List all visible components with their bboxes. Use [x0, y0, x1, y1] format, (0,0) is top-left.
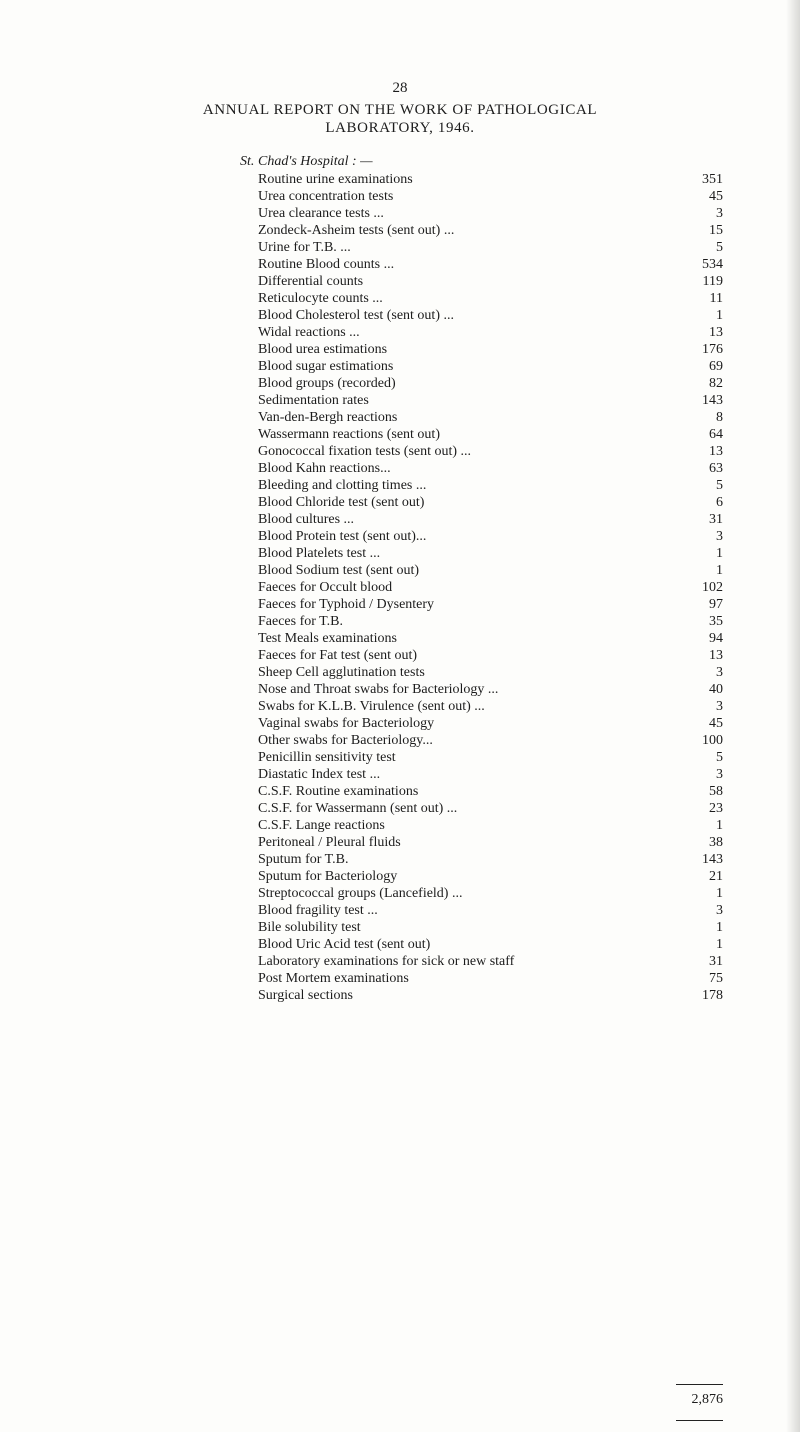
- examination-count: 45: [709, 189, 723, 204]
- examination-label: Wassermann reactions (sent out): [258, 427, 440, 442]
- examination-row: [258, 783, 723, 800]
- examination-row: [258, 613, 723, 630]
- examination-row: [258, 460, 723, 477]
- examination-label: Blood Platelets test ...: [258, 546, 381, 561]
- examination-count: 21: [709, 869, 723, 884]
- examination-row: [258, 511, 723, 528]
- examination-count: 176: [702, 342, 723, 357]
- examination-count: 38: [709, 835, 723, 850]
- examination-label: Blood Kahn reactions...: [258, 461, 391, 476]
- examination-label: C.S.F. for Wassermann (sent out) ...: [258, 801, 458, 816]
- scan-edge-shadow: [786, 0, 800, 1432]
- examination-row: [258, 936, 723, 953]
- examination-count: 1: [716, 920, 723, 935]
- examination-count: 31: [709, 512, 723, 527]
- examination-label: Urea clearance tests ...: [258, 206, 384, 221]
- examination-label: Vaginal swabs for Bacteriology: [258, 716, 435, 731]
- examination-row: [258, 392, 723, 409]
- examination-row: [258, 834, 723, 851]
- examination-count: 64: [709, 427, 723, 442]
- examination-row: [258, 188, 723, 205]
- examination-count: 3: [716, 529, 723, 544]
- examination-row: [258, 426, 723, 443]
- examination-row: [258, 171, 723, 188]
- examination-label: Blood sugar estimations: [258, 359, 394, 374]
- examination-label: Sputum for T.B.: [258, 852, 349, 867]
- examination-row: [258, 698, 723, 715]
- examination-label: Diastatic Index test ...: [258, 767, 381, 782]
- examination-row: [258, 953, 723, 970]
- hospital-heading: Chad's Hospital : —: [258, 154, 373, 169]
- examination-label: Faeces for Occult blood: [258, 580, 393, 595]
- examination-row: [258, 647, 723, 664]
- examination-count: 75: [709, 971, 723, 986]
- examination-label: Surgical sections: [258, 988, 354, 1003]
- examination-row: [258, 715, 723, 732]
- grand-total: 2,876: [691, 1392, 723, 1407]
- examination-row: [258, 205, 723, 222]
- examination-row: [258, 902, 723, 919]
- examination-label: Blood groups (recorded): [258, 376, 396, 391]
- examination-row: [258, 239, 723, 256]
- examination-label: Differential counts: [258, 274, 364, 289]
- examination-count: 69: [709, 359, 723, 374]
- examination-row: [258, 919, 723, 936]
- examination-count: 13: [709, 325, 723, 340]
- examination-row: [258, 817, 723, 834]
- examination-count: 15: [709, 223, 723, 238]
- examination-label: Bleeding and clotting times ...: [258, 478, 427, 493]
- examination-label: Peritoneal / Pleural fluids: [258, 835, 401, 850]
- examination-label: Routine urine examinations: [258, 172, 413, 187]
- examination-count: 5: [716, 750, 723, 765]
- examination-row: [258, 409, 723, 426]
- examination-label: Sheep Cell agglutination tests: [258, 665, 425, 680]
- examination-row: [258, 664, 723, 681]
- examination-label: Blood Cholesterol test (sent out) ...: [258, 308, 454, 323]
- examination-label: Blood Uric Acid test (sent out): [258, 937, 431, 952]
- examination-label: Zondeck-Asheim tests (sent out) ...: [258, 223, 455, 238]
- report-title-line-1: ANNUAL REPORT ON THE WORK OF PATHOLOGICAL: [202, 102, 598, 118]
- examination-count: 3: [716, 903, 723, 918]
- examination-label: Blood Sodium test (sent out): [258, 563, 419, 578]
- examination-label: C.S.F. Routine examinations: [258, 784, 419, 799]
- page-number: 28: [392, 80, 408, 96]
- examination-row: [258, 307, 723, 324]
- examination-label: Faeces for T.B.: [258, 614, 344, 629]
- examination-label: Swabs for K.L.B. Virulence (sent out) ...: [258, 699, 485, 714]
- examination-row: [258, 630, 723, 647]
- examination-label: Blood Chloride test (sent out): [258, 495, 425, 510]
- examination-row: [258, 341, 723, 358]
- report-title: [0, 101, 800, 137]
- examination-row: [258, 851, 723, 868]
- examination-label: Post Mortem examinations: [258, 971, 409, 986]
- examination-row: [258, 562, 723, 579]
- examination-label: Laboratory examinations for sick or new staff: [258, 954, 515, 969]
- report-title-line-2: LABORATORY, 1946.: [325, 120, 475, 136]
- examination-row: [258, 749, 723, 766]
- examination-count: 1: [716, 886, 723, 901]
- examination-count: 13: [709, 648, 723, 663]
- examination-count: 11: [709, 291, 723, 306]
- examination-count: 143: [702, 393, 723, 408]
- examination-count: 143: [702, 852, 723, 867]
- examination-label: Widal reactions ...: [258, 325, 360, 340]
- examination-count: 5: [716, 478, 723, 493]
- examination-count: 1: [716, 546, 723, 561]
- examination-label: C.S.F. Lange reactions: [258, 818, 385, 833]
- examination-count: 3: [716, 767, 723, 782]
- examination-row: [258, 579, 723, 596]
- examination-label: Other swabs for Bacteriology...: [258, 733, 433, 748]
- examination-row: [258, 868, 723, 885]
- examination-row: [258, 494, 723, 511]
- total-rule-top: [676, 1384, 723, 1385]
- examination-row: [258, 987, 723, 1004]
- examination-row: [258, 596, 723, 613]
- examination-count: 102: [702, 580, 723, 595]
- examination-label: Urine for T.B. ...: [258, 240, 351, 255]
- examination-count: 58: [709, 784, 723, 799]
- examination-row: [258, 732, 723, 749]
- examination-list: [258, 171, 723, 1004]
- examination-label: Blood cultures ...: [258, 512, 355, 527]
- examination-row: [258, 443, 723, 460]
- examination-label: Sedimentation rates: [258, 393, 369, 408]
- examination-count: 35: [709, 614, 723, 629]
- examination-count: 5: [716, 240, 723, 255]
- examination-row: [258, 681, 723, 698]
- examination-row: [258, 256, 723, 273]
- examination-count: 97: [709, 597, 723, 612]
- examination-label: Gonococcal fixation tests (sent out) ...: [258, 444, 472, 459]
- examination-count: 3: [716, 665, 723, 680]
- examination-label: Urea concentration tests: [258, 189, 394, 204]
- examination-label: Blood urea estimations: [258, 342, 388, 357]
- examination-count: 534: [702, 257, 723, 272]
- examination-row: [258, 358, 723, 375]
- examination-row: [258, 477, 723, 494]
- examination-count: 178: [702, 988, 723, 1003]
- examination-label: Van-den-Bergh reactions: [258, 410, 398, 425]
- examination-count: 100: [702, 733, 723, 748]
- examination-label: Test Meals examinations: [258, 631, 397, 646]
- examination-count: 13: [709, 444, 723, 459]
- examination-row: [258, 375, 723, 392]
- examination-row: [258, 545, 723, 562]
- examination-row: [258, 766, 723, 783]
- examination-label: Faeces for Typhoid / Dysentery: [258, 597, 435, 612]
- examination-count: 1: [716, 937, 723, 952]
- examination-row: [258, 273, 723, 290]
- examination-count: 1: [716, 308, 723, 323]
- examination-row: [258, 528, 723, 545]
- examination-count: 1: [716, 563, 723, 578]
- examination-count: 3: [716, 206, 723, 221]
- examination-row: [258, 800, 723, 817]
- examination-label: Sputum for Bacteriology: [258, 869, 398, 884]
- examination-count: 119: [702, 274, 723, 289]
- examination-count: 351: [702, 172, 723, 187]
- examination-label: Faeces for Fat test (sent out): [258, 648, 418, 663]
- examination-label: Routine Blood counts ...: [258, 257, 395, 272]
- examination-label: Blood Protein test (sent out)...: [258, 529, 427, 544]
- examination-row: [258, 290, 723, 307]
- examination-count: 8: [716, 410, 723, 425]
- examination-label: Nose and Throat swabs for Bacteriology ...: [258, 682, 499, 697]
- examination-count: 6: [716, 495, 723, 510]
- examination-row: [258, 222, 723, 239]
- hospital-prefix: St.: [240, 154, 255, 169]
- total-rule-bottom: [676, 1420, 723, 1421]
- examination-row: [258, 970, 723, 987]
- examination-label: Reticulocyte counts ...: [258, 291, 383, 306]
- examination-count: 31: [709, 954, 723, 969]
- examination-count: 45: [709, 716, 723, 731]
- examination-count: 3: [716, 699, 723, 714]
- examination-label: Blood fragility test ...: [258, 903, 378, 918]
- examination-row: [258, 885, 723, 902]
- examination-count: 40: [709, 682, 723, 697]
- examination-label: Bile solubility test: [258, 920, 361, 935]
- examination-count: 82: [709, 376, 723, 391]
- examination-row: [258, 324, 723, 341]
- examination-count: 1: [716, 818, 723, 833]
- examination-label: Streptococcal groups (Lancefield) ...: [258, 886, 463, 901]
- examination-label: Penicillin sensitivity test: [258, 750, 396, 765]
- examination-count: 94: [709, 631, 723, 646]
- examination-count: 63: [709, 461, 723, 476]
- examination-count: 23: [709, 801, 723, 816]
